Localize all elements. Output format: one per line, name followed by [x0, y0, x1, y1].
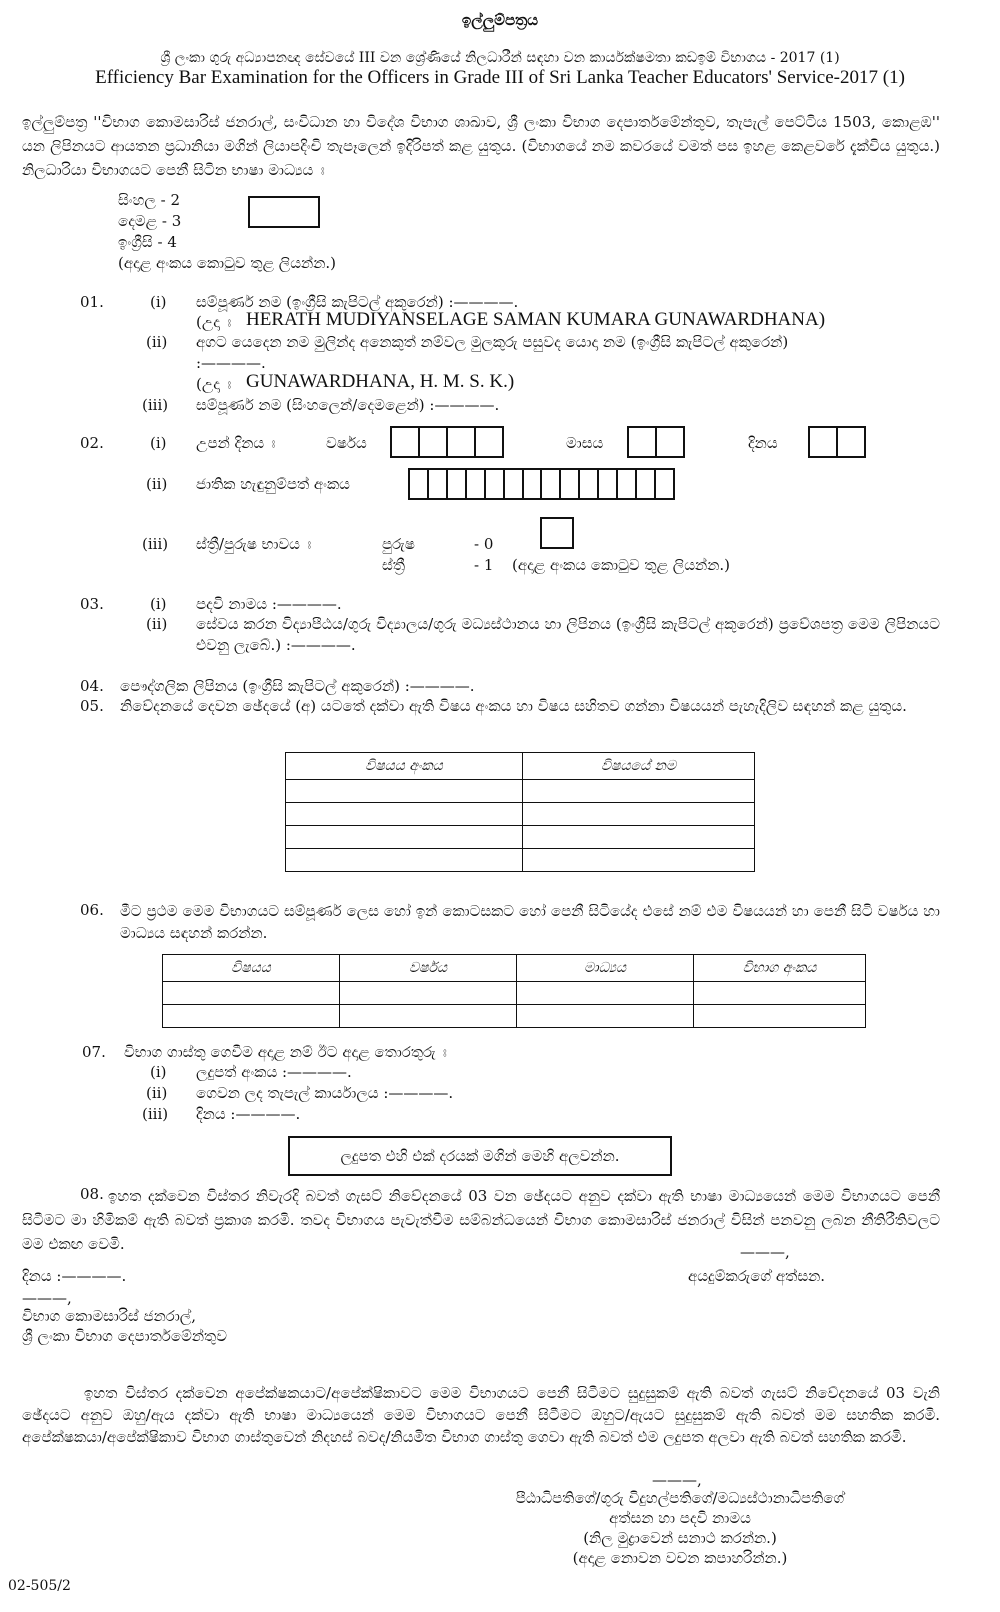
gender-box-note: (අදාළ අංකය කොටුව තුළ ලියන්න.)	[512, 556, 731, 574]
q01-i-prefix: (උදා ඃ	[196, 313, 232, 331]
q01-iii-label: (iii)	[142, 396, 169, 414]
dob-month-boxes[interactable]	[627, 426, 685, 458]
q02-ii-text: ජාතික හැඳුනුම්පත් අංකය	[196, 475, 350, 493]
q06-text: මීට ප්‍රථම මෙම විභාගයට සම්පූර්ණ ලෙස හෝ ඉන් කොටසකට හෝ පෙනී සිටියේද එසේ නම් එම විෂයයන් හා පෙනී සිටි වර්ෂය හා මාධ්‍යය සඳහන් කරන්න.	[120, 902, 940, 942]
applicant-signature-label: අයදුම්කරුගේ අත්සන.	[688, 1267, 826, 1285]
q07-iii-label: (iii)	[142, 1105, 169, 1123]
gender-male-label: පුරුෂ	[382, 535, 415, 553]
q02-ii-label: (ii)	[146, 475, 168, 493]
q01-i-label: (i)	[150, 293, 167, 311]
q01-number: 01.	[80, 293, 104, 311]
q03-ii-label: (ii)	[146, 615, 168, 633]
medium-header: මාධ්‍යය	[517, 955, 694, 982]
table-row	[286, 826, 755, 849]
year-header: වර්ෂය	[340, 955, 517, 982]
q02-i-label: (i)	[150, 434, 167, 452]
table-cell[interactable]	[523, 803, 755, 826]
table-cell[interactable]	[517, 1005, 694, 1028]
q01-i-text: සම්පූර්ණ නම (ඉංග්‍රීසි කැපිටල් අකුරෙන්) :————.	[196, 293, 519, 311]
table-cell[interactable]	[163, 1005, 340, 1028]
q03-number: 03.	[80, 595, 104, 613]
addressee-line: ———,	[22, 1289, 72, 1307]
table-row	[286, 803, 755, 826]
table-cell[interactable]	[286, 849, 523, 872]
dob-year-label: වර්ෂය	[326, 434, 367, 452]
q01-i-example: HERATH MUDIYANSELAGE SAMAN KUMARA GUNAWARDHANA)	[246, 309, 826, 330]
table-cell[interactable]	[523, 826, 755, 849]
subject-number-header: විෂයය අංකය	[286, 753, 523, 780]
dob-day-boxes[interactable]	[808, 426, 866, 458]
head-title-line-2: අත්සන හා පදවි නාමය	[609, 1509, 751, 1527]
title-english: Efficiency Bar Examination for the Officers in Grade III of Sri Lanka Teacher Educators' Service-2017 (1)	[95, 67, 905, 88]
subject-name-header: විෂයයේ නම	[523, 753, 755, 780]
q02-iii-text: ස්ත්‍රී/පුරුෂ භාවය ඃ	[196, 535, 312, 553]
q07-text: විභාග ගාස්තු ගෙවීම අදාළ නම් ඊට අදාළ තොරතුරු ඃ	[124, 1043, 447, 1061]
table-row	[163, 1005, 866, 1028]
q04-text: පෞද්ගලික ලිපිනය (ඉංග්‍රීසි කැපිටල් අකුරෙන්) :————.	[120, 677, 475, 695]
certification-text: ඉහත විස්තර දක්වෙන අපේක්ෂකයාට/අපේක්ෂිකාවට මෙම විභාගයට පෙනී සිටීමට සුදුසුකම් ඇති බවත් ගැසට් නිවේදනයේ 03 වැනි ඡේදයට අනුව ඔහු/ඇය දක්වා ඇති භාෂා මාධ්‍යයෙන් මෙම විභාගයට පෙනී සිටීමට ඔහුට/ඇයට සුදුසුකම් ඇති බවත් මම සහතික කරමි. අපේක්ෂකයා/අපේක්ෂිකාව විභාග ගාස්තුවෙන් නිදහස් බවද/නියමිත විභාග ගාස්තු ගෙවා ඇති බවත් එම ලදුපත අලවා ඇති බවත් සහතික කරමි.	[22, 1384, 940, 1446]
q01-ii-cont: :————.	[196, 354, 266, 372]
q02-number: 02.	[80, 434, 104, 452]
q04-number: 04.	[80, 677, 104, 695]
receipt-paste-box: ලදුපත එහි එක් දරයක් මගින් මෙහි අලවන්න.	[288, 1136, 672, 1176]
q03-i-text: පදවි නාමය :————.	[196, 595, 342, 613]
table-cell[interactable]	[286, 803, 523, 826]
table-cell[interactable]	[517, 982, 694, 1005]
gender-female-label: ස්ත්‍රී	[382, 556, 405, 574]
table-cell[interactable]	[340, 982, 517, 1005]
table-cell[interactable]	[694, 982, 866, 1005]
language-english: ඉංග්‍රීසි - 4	[118, 233, 177, 251]
table-cell[interactable]	[286, 826, 523, 849]
subject-table	[285, 752, 755, 872]
subject-table-header	[286, 753, 755, 780]
head-title-line-1: පීඨාධිපතිගේ/ගුරු විදුහල්පතිගේ/මධ්‍යස්ථානාධිපතිගේ	[515, 1489, 845, 1507]
dob-year-boxes[interactable]	[390, 426, 504, 458]
head-title-line-4: (අදාළ නොවන වචන කපාහරින්න.)	[572, 1549, 788, 1567]
q05-number: 05.	[80, 697, 104, 715]
language-tamil: දෙමළ - 3	[118, 212, 182, 230]
q07-number: 07.	[82, 1043, 106, 1061]
table-cell[interactable]	[163, 982, 340, 1005]
q07-i-label: (i)	[150, 1063, 167, 1081]
title-sinhala: ශ්‍රී ලංකා ගුරු අධ්‍යාපනඥ සේවයේ III වන ශ්‍රේණියේ නිලධාරීන් සඳහා වන කාර්යක්ෂමතා කඩඉම් විභාගය - 2017 (1)	[160, 50, 840, 66]
table-row	[163, 982, 866, 1005]
gender-box[interactable]	[540, 517, 574, 549]
language-box-note: (අදාළ අංකය කොටුව තුළ ලියන්න.)	[118, 254, 337, 272]
gender-male-code: - 0	[474, 535, 494, 553]
previous-attempts-header	[163, 955, 866, 982]
addressee-line-1: විභාග කොමසාරිස් ජනරාල්,	[22, 1307, 197, 1325]
q01-ii-label: (ii)	[146, 333, 168, 351]
applicant-date: දිනය :————.	[22, 1267, 127, 1285]
table-cell[interactable]	[286, 780, 523, 803]
q01-iii-text: සම්පූර්ණ නම (සිංහලෙන්/දෙමළෙන්) :————.	[196, 396, 500, 414]
q02-iii-label: (iii)	[142, 535, 169, 553]
q03-ii-text: සේවය කරන විද්‍යාපීඨය/ගුරු විද්‍යාලය/ගුරු මධ්‍යස්ථානය හා ලිපිනය (ඉංග්‍රීසි කැපිටල් අකුරෙන්) ප්‍රවේශපත්‍ර මෙම ලිපිනයට එවනු ලැබේ.) :————.	[196, 615, 940, 654]
language-sinhala: සිංහල - 2	[118, 191, 180, 209]
q08-text: ඉහත දක්වෙන විස්තර නිවැරදි බවත් ගැසට් නිවේදනයේ 03 වන ඡේදයට අනුව දක්වා ඇති භාෂා මාධ්‍යයෙන් මෙම විභාගයට පෙනී සිටීමට මා හිමිකම් ඇති බවත් ප්‍රකාශ කරමි. තවද විභාගය පැවැත්වීම සම්බන්ධයෙන් විභාග කොමසාරිස් ජනරාල් විසින් පනවනු ලබන නීතිරීතිවලට මම එකඟ වෙමි.	[22, 1187, 940, 1253]
table-cell[interactable]	[694, 1005, 866, 1028]
q01-ii-text: අගට යෙදෙන නම මුලින්ද අනෙකුත් නම්වල මුලකුරු පසුවද යොදා නම (ඉංග්‍රීසි කැපිටල් අකුරෙන්)	[196, 333, 789, 351]
q03-i-label: (i)	[150, 595, 167, 613]
q07-i-text: ලදුපත් අංකය :————.	[196, 1063, 352, 1081]
exam-number-header: විභාග අංකය	[694, 955, 866, 982]
gender-female-code: - 1	[474, 556, 494, 574]
table-row	[286, 849, 755, 872]
footer-code: 02-505/2	[8, 1578, 71, 1594]
q06-number: 06.	[80, 901, 104, 919]
table-cell[interactable]	[340, 1005, 517, 1028]
addressee-line-2: ශ්‍රී ලංකා විභාග දෙපාර්තමේන්තුව	[22, 1327, 228, 1345]
q01-ii-prefix: (උදා ඃ	[196, 375, 232, 393]
q02-i-text: උපන් දිනය ඃ	[196, 434, 276, 452]
subject-header: විෂයය	[163, 955, 340, 982]
previous-attempts-table	[162, 954, 866, 1028]
q07-iii-text: දිනය :————.	[196, 1105, 301, 1123]
table-cell[interactable]	[523, 780, 755, 803]
intro-text: ඉල්ලුම්පත්‍ර ''විභාග කොමසාරිස් ජනරාල්, සංවිධාන හා විදේශ විභාග ශාඛාව, ශ්‍රී ලංකා විභාග දෙපාර්තමේන්තුව, තැපැල් පෙට්ටිය 1503, කොළඹ'' යන ලිපිනයට ආයතන ප්‍රධානියා මගින් ලියාපදිංචි තැපෑලෙන් ඉදිරිපත් කළ යුතුය. (විභාගයේ නම කවරයේ වමත් පස ඉහළ කෙළවරේ දැක්විය යුතුය.) නිලධාරියා විභාගයට පෙනී සිටින භාෂා මාධ්‍යය ඃ	[22, 113, 940, 179]
applicant-signature-line: ———,	[740, 1243, 790, 1261]
q08-number: 08.	[80, 1185, 104, 1203]
language-medium-box[interactable]	[248, 196, 320, 228]
q07-ii-label: (ii)	[146, 1084, 168, 1102]
q01-ii-example: GUNAWARDHANA, H. M. S. K.)	[246, 371, 515, 392]
dob-month-label: මාසය	[566, 434, 604, 452]
head-signature-line: ———,	[652, 1471, 702, 1489]
table-cell[interactable]	[523, 849, 755, 872]
head-title-line-3: (නිල මුද්‍රාවෙන් සනාථ කරන්න.)	[583, 1529, 777, 1547]
dob-day-label: දිනය	[748, 434, 778, 452]
form-title: ඉල්ලුම්පත්‍රය	[461, 11, 539, 29]
table-row	[286, 780, 755, 803]
nic-number-boxes[interactable]	[408, 468, 675, 500]
q05-text: නිවේදනයේ දෙවන ඡේදයේ (අ) යටතේ දක්වා ඇති විෂය අංකය හා විෂය සහිතව ගන්නා විෂයයන් පැහැදිලිව සඳහන් කළ යුතුය.	[120, 697, 907, 715]
q07-ii-text: ගෙවන ලද තැපැල් කාර්යාලය :————.	[196, 1084, 454, 1102]
